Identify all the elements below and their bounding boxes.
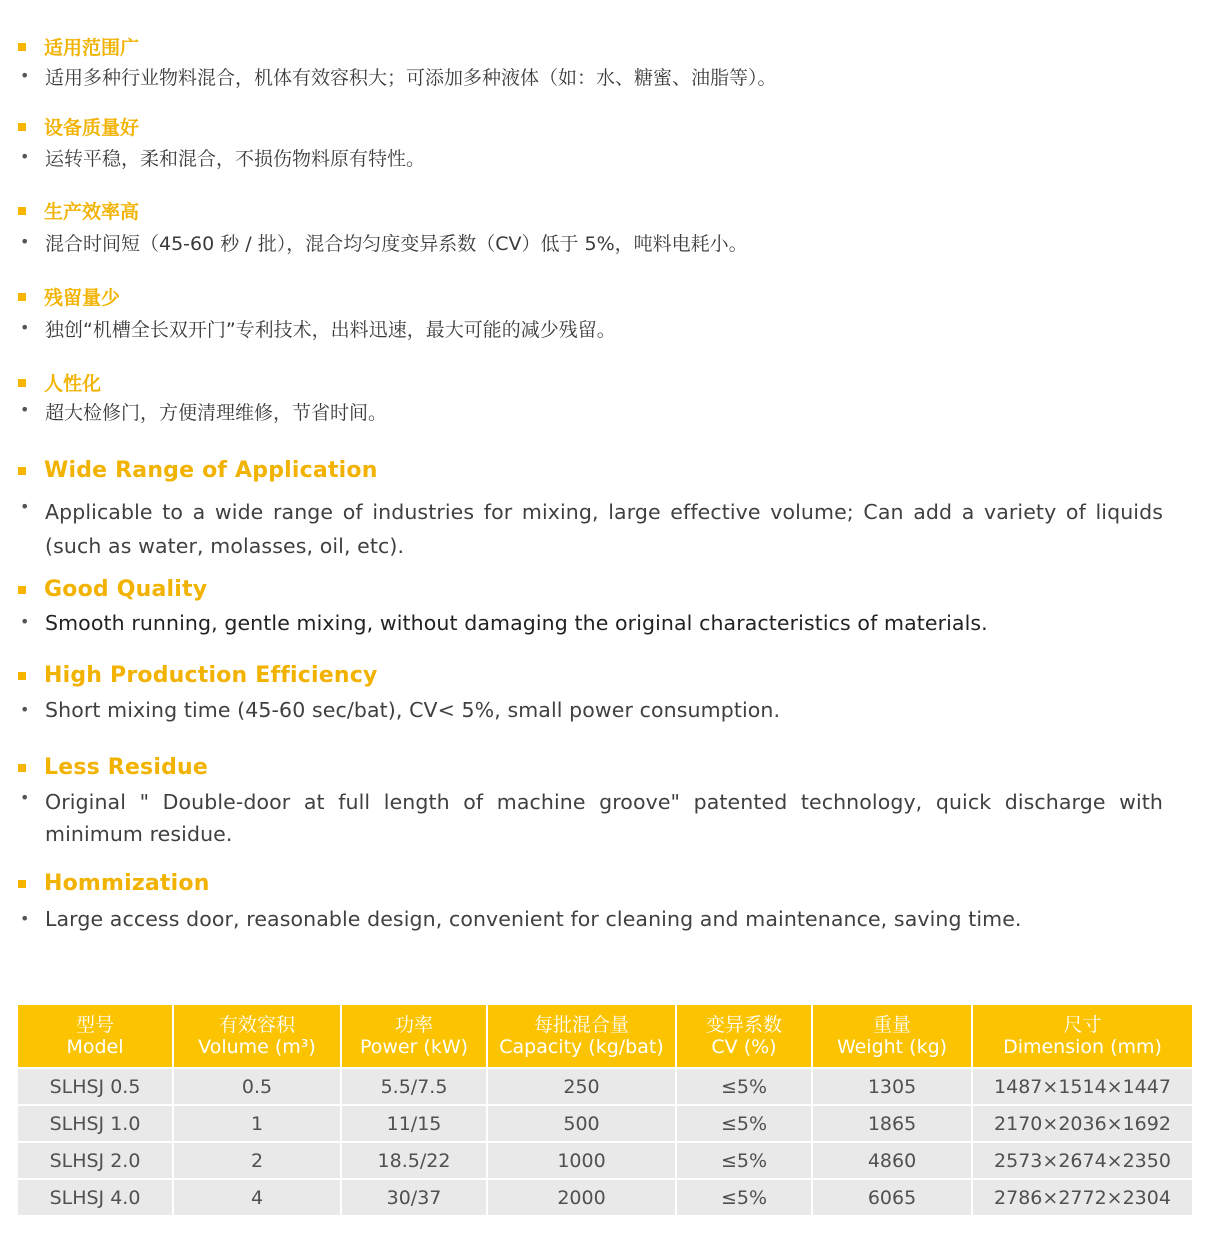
dot-bullet-icon: • bbox=[20, 232, 30, 251]
en-feature-heading bbox=[18, 577, 207, 602]
cell-model: SLHSJ 0.5 bbox=[18, 1068, 173, 1105]
dot-bullet-icon: • bbox=[20, 497, 30, 516]
square-bullet-icon bbox=[18, 467, 26, 475]
cell-model: SLHSJ 2.0 bbox=[18, 1142, 173, 1179]
cell-power: 5.5/7.5 bbox=[341, 1068, 487, 1105]
cell-capacity: 250 bbox=[487, 1068, 676, 1105]
zh-feature-title: 生产效率高 bbox=[44, 201, 140, 223]
cell-dimension: 2786×2772×2304 bbox=[972, 1179, 1192, 1215]
square-bullet-icon bbox=[18, 293, 26, 301]
en-feature-title: Wide Range of Application bbox=[44, 458, 378, 483]
zh-feature-text: 混合时间短（45-60 秒 / 批），混合均匀度变异系数（CV）低于 5%，吨料电耗小。 bbox=[45, 233, 748, 255]
dot-bullet-icon: • bbox=[20, 788, 30, 807]
cell-cv: ≤5% bbox=[676, 1179, 812, 1215]
dot-bullet-icon: • bbox=[20, 318, 30, 337]
header-weight: 重量 Weight (kg) bbox=[812, 1005, 972, 1068]
dot-bullet-icon: • bbox=[20, 147, 30, 166]
en-feature-text: Short mixing time (45-60 sec/bat), CV< 5%, small power consumption. bbox=[45, 698, 781, 722]
cell-volume: 0.5 bbox=[173, 1068, 341, 1105]
zh-feature-heading bbox=[18, 33, 139, 60]
cell-power: 11/15 bbox=[341, 1105, 487, 1142]
cell-cv: ≤5% bbox=[676, 1068, 812, 1105]
header-volume: 有效容积 Volume (m³) bbox=[173, 1005, 341, 1068]
cell-capacity: 2000 bbox=[487, 1179, 676, 1215]
en-feature-text: Smooth running, gentle mixing, without damaging the original characteristics of materials. bbox=[45, 611, 988, 635]
zh-feature-title: 残留量少 bbox=[44, 287, 121, 309]
square-bullet-icon bbox=[18, 672, 26, 680]
dot-bullet-icon: • bbox=[20, 909, 30, 928]
cell-cv: ≤5% bbox=[676, 1142, 812, 1179]
spec-table bbox=[18, 1005, 1192, 1215]
cell-volume: 4 bbox=[173, 1179, 341, 1215]
table-row bbox=[18, 1142, 1192, 1179]
cell-volume: 2 bbox=[173, 1142, 341, 1179]
square-bullet-icon bbox=[18, 207, 26, 215]
dot-bullet-icon: • bbox=[20, 66, 30, 85]
en-feature-heading bbox=[18, 871, 210, 896]
square-bullet-icon bbox=[18, 586, 26, 594]
cell-volume: 1 bbox=[173, 1105, 341, 1142]
en-feature-text: Applicable to a wide range of industries for mixing, large effective volume; Can add a variety of liquids (such as water, molasses, oil, etc). bbox=[45, 500, 1163, 558]
en-feature-title: High Production Efficiency bbox=[44, 663, 378, 688]
cell-model: SLHSJ 4.0 bbox=[18, 1179, 173, 1215]
header-capacity: 每批混合量 Capacity (kg/bat) bbox=[487, 1005, 676, 1068]
zh-feature-text: 运转平稳，柔和混合，不损伤物料原有特性。 bbox=[45, 148, 426, 170]
en-feature-title: Less Residue bbox=[44, 755, 209, 780]
table-row bbox=[18, 1068, 1192, 1105]
zh-feature-heading bbox=[18, 369, 101, 396]
square-bullet-icon bbox=[18, 379, 26, 387]
zh-feature-heading bbox=[18, 283, 120, 310]
cell-weight: 1865 bbox=[812, 1105, 972, 1142]
zh-feature-text: 独创“机槽全长双开门”专利技术，出料迅速，最大可能的减少残留。 bbox=[45, 319, 616, 341]
en-feature-heading bbox=[18, 755, 208, 780]
table-row bbox=[18, 1105, 1192, 1142]
cell-dimension: 2573×2674×2350 bbox=[972, 1142, 1192, 1179]
cell-weight: 1305 bbox=[812, 1068, 972, 1105]
cell-dimension: 2170×2036×1692 bbox=[972, 1105, 1192, 1142]
square-bullet-icon bbox=[18, 123, 26, 131]
square-bullet-icon bbox=[18, 764, 26, 772]
zh-feature-heading bbox=[18, 197, 139, 224]
en-feature-title: Good Quality bbox=[44, 577, 208, 602]
zh-feature-text: 适用多种行业物料混合，机体有效容积大；可添加多种液体（如：水、糖蜜、油脂等）。 bbox=[45, 67, 777, 89]
en-feature-title: Hommization bbox=[44, 871, 210, 896]
zh-feature-text: 超大检修门，方便清理维修，节省时间。 bbox=[45, 402, 388, 424]
zh-feature-heading bbox=[18, 113, 139, 140]
cell-model: SLHSJ 1.0 bbox=[18, 1105, 173, 1142]
en-feature-text: Large access door, reasonable design, convenient for cleaning and maintenance, saving time. bbox=[45, 907, 1022, 931]
en-feature-heading bbox=[18, 663, 378, 688]
cell-dimension: 1487×1514×1447 bbox=[972, 1068, 1192, 1105]
table-header-row bbox=[18, 1005, 1192, 1068]
header-cv: 变异系数 CV (%) bbox=[676, 1005, 812, 1068]
cell-capacity: 500 bbox=[487, 1105, 676, 1142]
dot-bullet-icon: • bbox=[20, 612, 30, 631]
cell-power: 30/37 bbox=[341, 1179, 487, 1215]
square-bullet-icon bbox=[18, 880, 26, 888]
cell-power: 18.5/22 bbox=[341, 1142, 487, 1179]
table-row bbox=[18, 1179, 1192, 1215]
square-bullet-icon bbox=[18, 43, 26, 51]
cell-cv: ≤5% bbox=[676, 1105, 812, 1142]
zh-feature-title: 适用范围广 bbox=[44, 37, 140, 59]
cell-capacity: 1000 bbox=[487, 1142, 676, 1179]
zh-feature-title: 设备质量好 bbox=[44, 117, 140, 139]
en-feature-heading bbox=[18, 458, 378, 483]
en-feature-text: Original " Double-door at full length of machine groove" patented technology, quick discharge with minimum residue. bbox=[45, 790, 1163, 846]
header-power: 功率 Power (kW) bbox=[341, 1005, 487, 1068]
zh-feature-title: 人性化 bbox=[44, 373, 102, 395]
cell-weight: 6065 bbox=[812, 1179, 972, 1215]
dot-bullet-icon: • bbox=[20, 700, 30, 719]
cell-weight: 4860 bbox=[812, 1142, 972, 1179]
header-dimension: 尺寸 Dimension (mm) bbox=[972, 1005, 1192, 1068]
dot-bullet-icon: • bbox=[20, 400, 30, 419]
header-model: 型号 Model bbox=[18, 1005, 173, 1068]
